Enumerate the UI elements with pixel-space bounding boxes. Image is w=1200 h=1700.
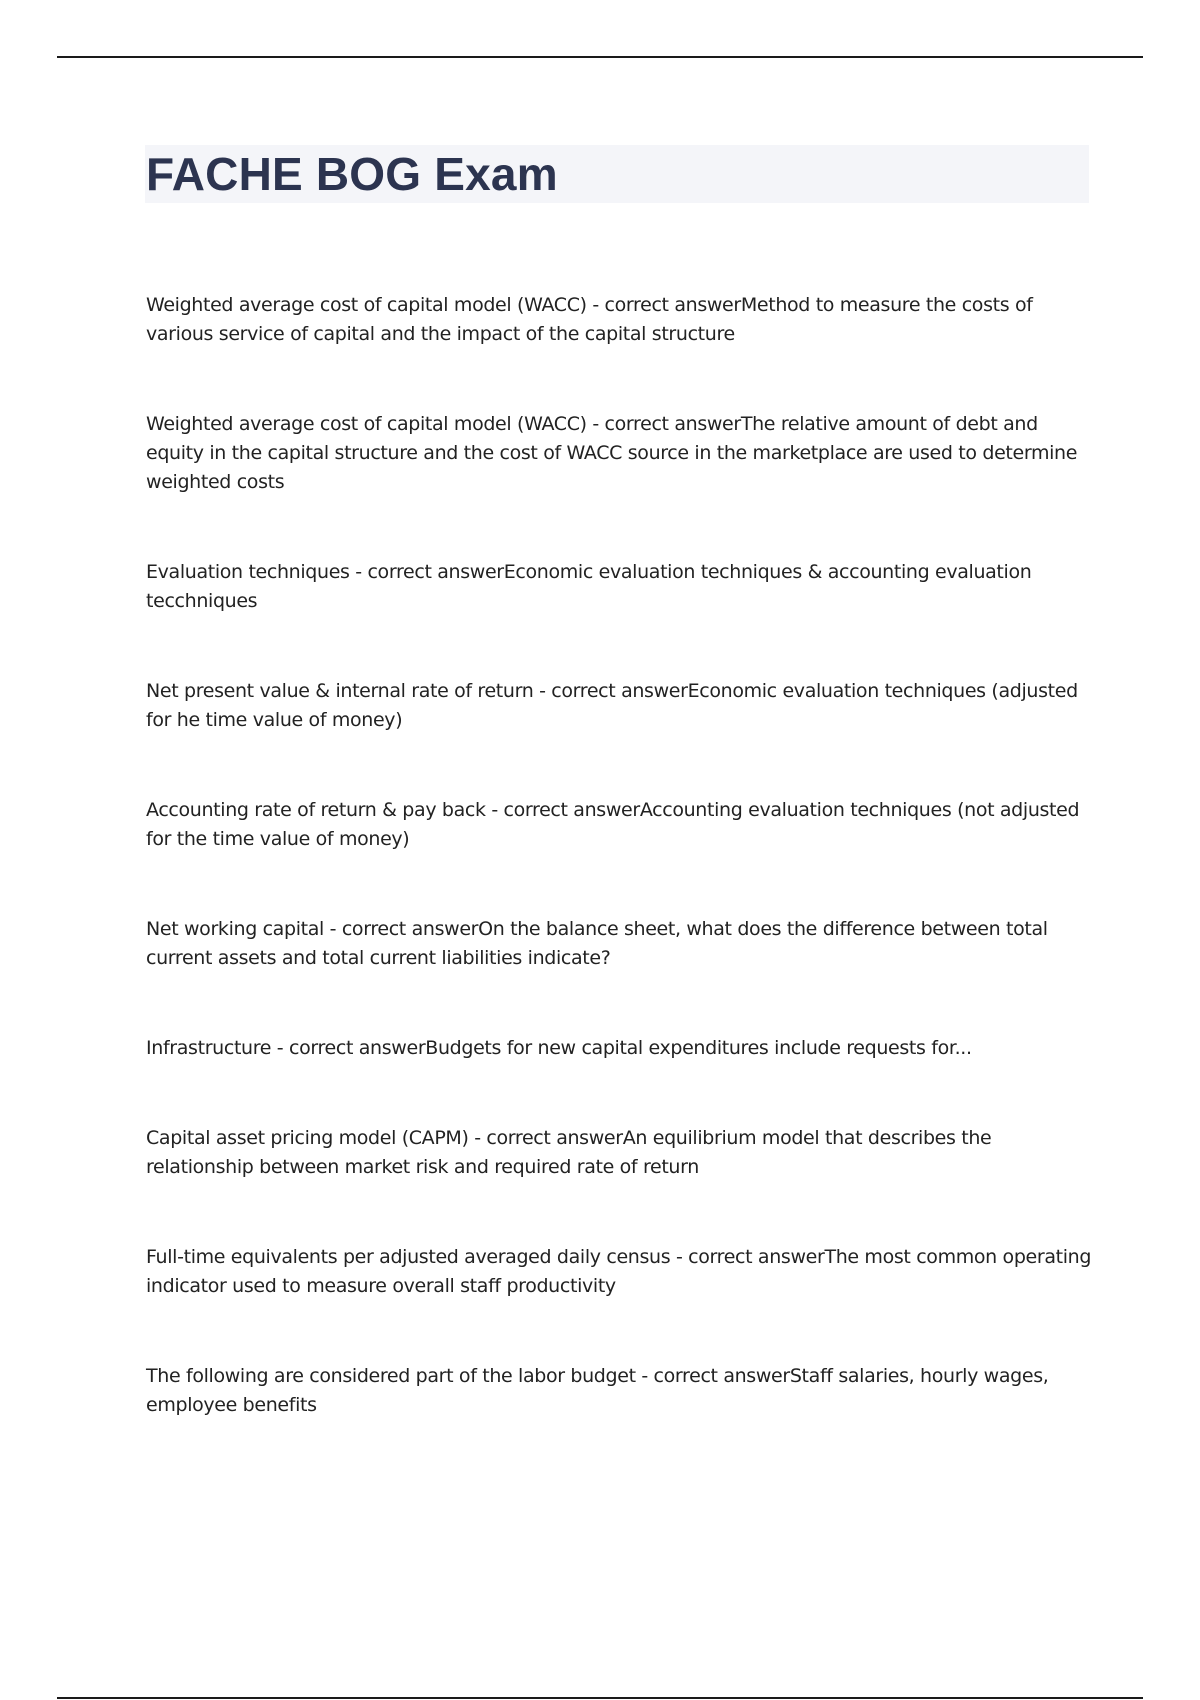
- qa-list: [146, 291, 1096, 1481]
- qa-entry: Full-time equivalents per adjusted averaged daily census - correct answerThe most common operating indicator used to measure overall staff productivity: [146, 1246, 1092, 1297]
- qa-entry: The following are considered part of the labor budget - correct answerStaff salaries, hourly wages, employee benefits: [146, 1365, 1049, 1416]
- qa-entry: Net working capital - correct answerOn the balance sheet, what does the difference between total current assets and total current liabilities indicate?: [146, 918, 1048, 969]
- qa-entry: Net present value & internal rate of return - correct answerEconomic evaluation techniques (adjusted for he time value of money): [146, 680, 1078, 731]
- qa-entry: Accounting rate of return & pay back - correct answerAccounting evaluation techniques (not adjusted for the time value of money): [146, 799, 1080, 850]
- qa-entry: Infrastructure - correct answerBudgets for new capital expenditures include requests for...: [146, 1037, 972, 1059]
- qa-entry: Capital asset pricing model (CAPM) - correct answerAn equilibrium model that describes the relationship between market risk and required rate of return: [146, 1127, 992, 1178]
- header-rule: [57, 56, 1143, 58]
- footer-rule: [57, 1697, 1143, 1699]
- qa-entry: Weighted average cost of capital model (WACC) - correct answerThe relative amount of debt and equity in the capital structure and the cost of WACC source in the marketplace are used to determine weighted costs: [146, 413, 1078, 493]
- page-title: FACHE BOG Exam: [146, 148, 558, 200]
- qa-entry: Evaluation techniques - correct answerEconomic evaluation techniques & accounting evaluation tecchniques: [146, 561, 1032, 612]
- qa-entry: Weighted average cost of capital model (WACC) - correct answerMethod to measure the costs of various service of capital and the impact of the capital structure: [146, 294, 1033, 345]
